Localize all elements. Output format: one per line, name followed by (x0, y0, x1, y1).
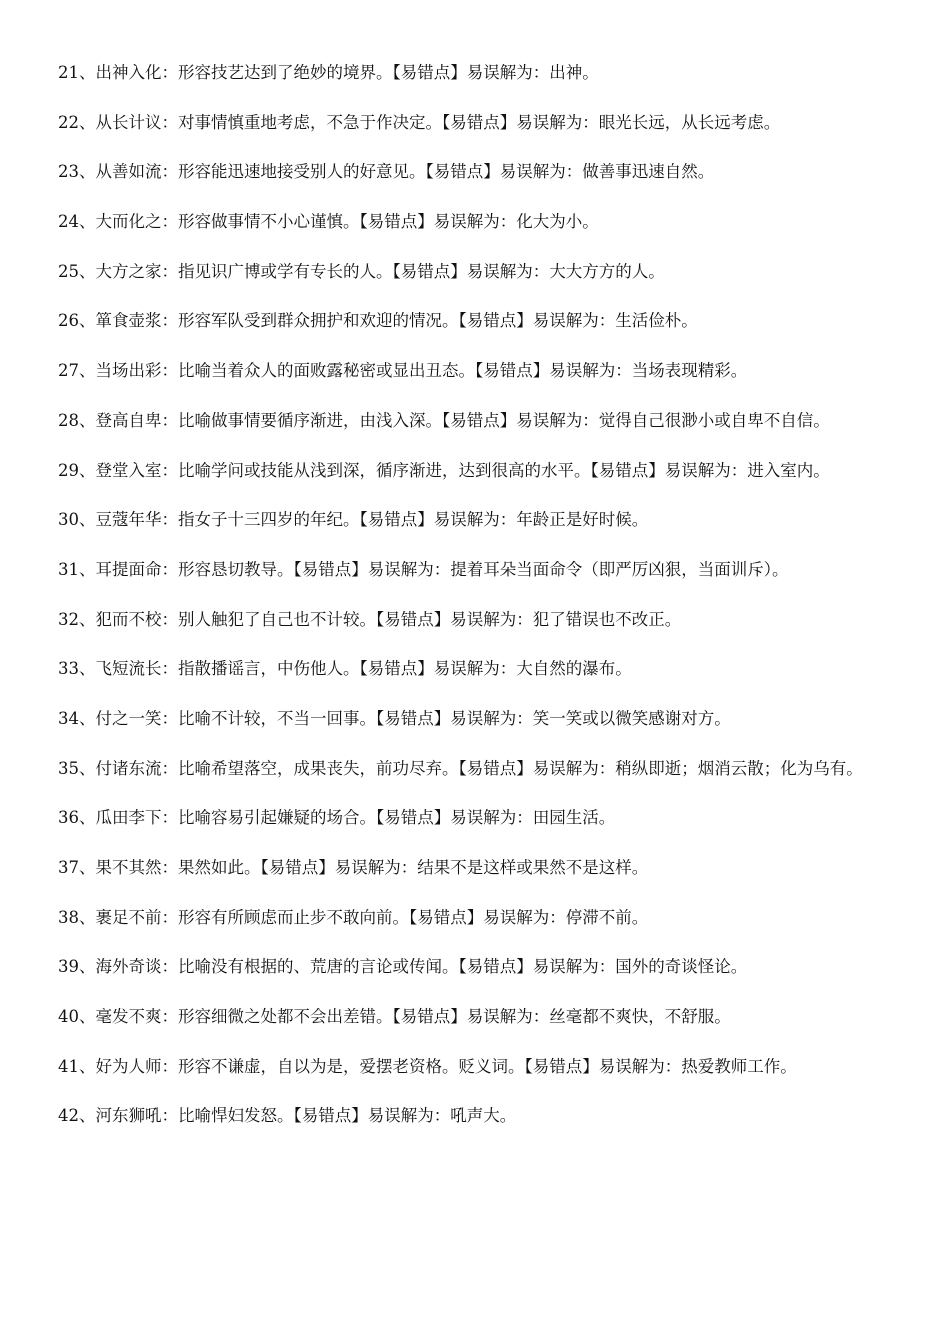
idiom-entry-41: 41、好为人师：形容不谦虚，自以为是，爱摆老资格。贬义词。【易错点】易误解为：热爱教师工作。 (58, 1056, 797, 1076)
idiom-entry-21: 21、出神入化：形容技艺达到了绝妙的境界。【易错点】易误解为：出神。 (58, 63, 599, 82)
idiom-entry-36: 36、瓜田李下：比喻容易引起嫌疑的场合。【易错点】易误解为：田园生活。 (58, 808, 616, 828)
idiom-entry-25: 25、大方之家：指见识广博或学有专长的人。【易错点】易误解为：大大方方的人。 (58, 261, 665, 281)
idiom-entry-29: 29、登堂入室：比喻学问或技能从浅到深，循序渐进，达到很高的水平。【易错点】易误解为：进入室内。 (58, 460, 830, 480)
idiom-entry-23: 23、从善如流：形容能迅速地接受别人的好意见。【易错点】易误解为：做善事迅速自然。 (58, 162, 715, 182)
idiom-entry-34: 34、付之一笑：比喻不计较，不当一回事。【易错点】易误解为：笑一笑或以微笑感谢对方。 (58, 708, 731, 728)
idiom-entry-28: 28、登高自卑：比喻做事情要循序渐进，由浅入深。【易错点】易误解为：觉得自己很渺小或自卑不自信。 (58, 410, 830, 430)
idiom-entry-26: 26、箪食壶浆：形容军队受到群众拥护和欢迎的情况。【易错点】易误解为：生活俭朴。 (58, 311, 698, 331)
idiom-entry-40: 40、毫发不爽：形容细微之处都不会出差错。【易错点】易误解为：丝毫都不爽快，不舒服。 (58, 1007, 731, 1027)
idiom-entry-37: 37、果不其然：果然如此。【易错点】易误解为：结果不是这样或果然不是这样。 (58, 858, 649, 877)
idiom-entry-30: 30、豆蔻年华：指女子十三四岁的年纪。【易错点】易误解为：年龄正是好时候。 (58, 510, 649, 530)
idiom-entry-39: 39、海外奇谈：比喻没有根据的、荒唐的言论或传闻。【易错点】易误解为：国外的奇谈怪论。 (58, 957, 748, 977)
idiom-entry-24: 24、大而化之：形容做事情不小心谨慎。【易错点】易误解为：化大为小。 (58, 212, 599, 232)
idiom-entry-33: 33、飞短流长：指散播谣言，中伤他人。【易错点】易误解为：大自然的瀑布。 (58, 659, 632, 679)
idiom-entry-22: 22、从长计议：对事情慎重地考虑，不急于作决定。【易错点】易误解为：眼光长远，从长远考虑。 (58, 112, 781, 132)
idiom-entry-31: 31、耳提面命：形容恳切教导。【易错点】易误解为：提着耳朵当面命令（即严厉凶狠，当面训斥）。 (58, 559, 789, 579)
idiom-entry-42: 42、河东狮吼：比喻悍妇发怒。【易错点】易误解为：吼声大。 (58, 1106, 517, 1126)
idiom-entry-35: 35、付诸东流：比喻希望落空，成果丧失，前功尽弃。【易错点】易误解为：稍纵即逝；烟消云散；化为乌有。 (58, 758, 863, 778)
document-page (58, 60, 906, 1153)
idiom-entry-38: 38、裹足不前：形容有所顾虑而止步不敢向前。【易错点】易误解为：停滞不前。 (58, 907, 649, 927)
idiom-entry-32: 32、犯而不校：别人触犯了自己也不计较。【易错点】易误解为：犯了错误也不改正。 (58, 609, 682, 629)
idiom-entry-27: 27、当场出彩：比喻当着众人的面败露秘密或显出丑态。【易错点】易误解为：当场表现精彩。 (58, 361, 748, 381)
